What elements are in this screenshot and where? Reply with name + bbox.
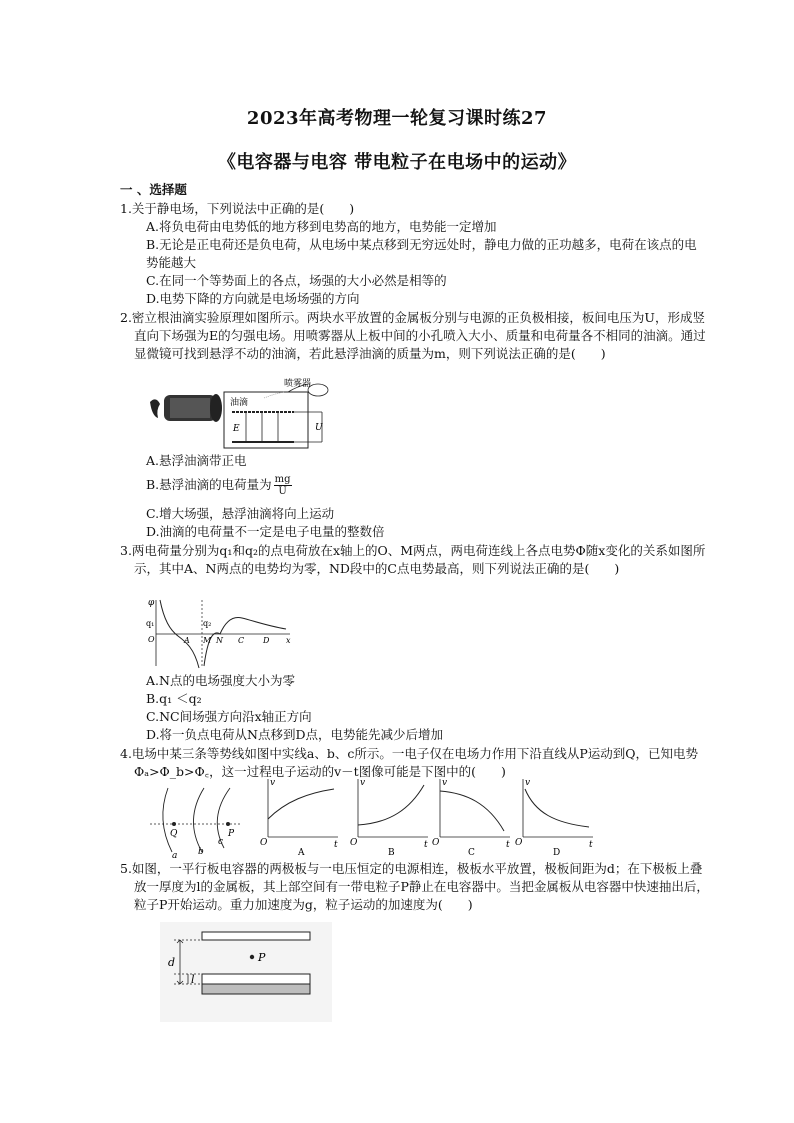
vt-a-o-label: O — [260, 838, 268, 848]
q2-label: q₂ — [203, 619, 212, 628]
question-3-stem: 3.两电荷量分别为q₁和q₂的点电荷放在x轴上的O、M两点，两电荷连线上各点电势Φ随x变化的关系如图所示，其中A、N两点的电势均为零，ND段中的C点电势最高，则下列说法正确的是( ) — [120, 543, 706, 576]
question-3-option-d: D.将一负点电荷从N点移到D点，电势能先减少后增加 — [146, 727, 444, 742]
point-d-label: D — [263, 636, 270, 645]
point-n-label: N — [216, 636, 223, 645]
vt-d-v-label: v — [525, 778, 531, 788]
vt-curve-a — [268, 789, 334, 819]
vt-c-caption: C — [468, 848, 475, 858]
line-b-label: b — [198, 847, 204, 857]
question-2-option-d: D.油滴的电荷量不一定是电子电量的整数倍 — [146, 524, 385, 539]
voltage-label: U — [315, 423, 323, 433]
line-a-label: a — [172, 851, 178, 861]
phi-axis-label: φ — [148, 598, 155, 608]
fraction-numerator: mg — [274, 474, 291, 485]
vt-b-t-label: t — [424, 840, 428, 850]
vt-c-v-label: v — [442, 778, 448, 788]
point-q-label: Q — [170, 829, 178, 839]
vt-graph-c — [432, 775, 514, 857]
particle-p — [250, 955, 254, 959]
point-p-label: P — [228, 829, 235, 839]
question-3-option-a: A.N点的电场强度大小为零 — [146, 673, 295, 688]
fraction-denominator: U — [278, 486, 287, 497]
origin-label: O — [148, 635, 155, 644]
field-label: E — [233, 424, 240, 434]
question-5-stem: 5.如图，一平行板电容器的两极板与一电压恒定的电源相连，极板水平放置，极板间距为d；在下极板上叠放一厚度为l的金属板，其上部空间有一带电粒子P静止在电容器中。当把金属板从电容器中快速抽出后，粒子P开始运动。重力加速度为g，粒子运动的加速度为( ) — [120, 861, 709, 912]
question-2-option-a: A.悬浮油滴带正电 — [146, 453, 247, 468]
point-a-label: A — [184, 636, 190, 645]
question-1-option-a: A.将负电荷由电势低的地方移到电势高的地方，电势能一定增加 — [146, 219, 497, 234]
page-subtitle: 《电容器与电容 带电粒子在电场中的运动》 — [217, 152, 577, 173]
millikan-apparatus-figure — [146, 378, 336, 450]
question-1-option-b: B.无论是正电荷还是负电荷，从电场中某点移到无穷远处时，静电力做的正功越多，电荷在该点的电势能越大 — [146, 237, 697, 270]
vt-graph-d — [515, 775, 597, 857]
point-m-label: M — [203, 636, 212, 645]
equipotential-figure — [146, 780, 246, 860]
q1-label: q₁ — [146, 619, 155, 628]
capacitor-figure — [160, 922, 340, 1022]
vt-c-o-label: O — [432, 838, 440, 848]
question-1-option-d: D.电势下降的方向就是电场场强的方向 — [146, 291, 360, 306]
microscope-icon — [150, 394, 222, 422]
upper-plate — [202, 932, 310, 940]
potential-graph-figure — [146, 596, 296, 668]
vt-curve-d — [525, 789, 589, 827]
vt-d-t-label: t — [589, 840, 593, 850]
vt-d-caption: D — [553, 848, 561, 858]
page-title: 2023年高考物理一轮复习课时练27 — [246, 108, 548, 129]
vt-curve-b — [358, 785, 424, 825]
l-label: l — [191, 973, 195, 986]
x-axis-label: x — [286, 636, 291, 645]
vt-b-v-label: v — [360, 778, 366, 788]
sprayer-label: 喷雾器 — [284, 379, 312, 389]
vt-graph-b — [350, 775, 432, 857]
question-2-stem: 2.密立根油滴实验原理如图所示。两块水平放置的金属板分别与电源的正负极相接，板间电压为U，形成竖直向下场强为E的匀强电场。用喷雾器从上板中间的小孔喷入大小、质量和电荷量各不相同的油滴。通过显微镜可找到悬浮不动的油滴，若此悬浮油滴的质量为m，则下列说法正确的是( ) — [120, 310, 706, 361]
point-c-label: C — [238, 636, 245, 645]
question-1-option-c: C.在同一个等势面上的各点，场强的大小必然是相等的 — [146, 273, 447, 288]
p-label: P — [258, 951, 266, 964]
d-label: d — [168, 956, 176, 969]
vt-c-t-label: t — [506, 840, 510, 850]
question-1-stem: 1.关于静电场，下列说法中正确的是( ) — [120, 201, 355, 216]
line-c-label: c — [218, 837, 224, 847]
metal-slab — [202, 974, 310, 984]
question-2-option-b — [146, 472, 700, 498]
vt-b-o-label: O — [350, 838, 358, 848]
question-3-option-b: B.q₁ ＜q₂ — [146, 691, 202, 706]
vt-graph-a — [260, 775, 342, 857]
question-2-option-c: C.增大场强，悬浮油滴将向上运动 — [146, 506, 335, 521]
equipotential-a — [163, 788, 172, 852]
vt-a-v-label: v — [270, 778, 276, 788]
question-2-option-b-text: B.悬浮油滴的电荷量为 — [146, 477, 272, 492]
vt-a-t-label: t — [334, 840, 338, 850]
question-4-stem: 4.电场中某三条等势线如图中实线a、b、c所示。一电子仅在电场力作用下沿直线从P运动到Q，已知电势Φₐ>Φ_b>Φ꜀，这一过程电子运动的v－t图像可能是下图中的( ) — [120, 746, 699, 779]
oil-drop-label: 油滴 — [230, 398, 249, 408]
question-3-option-c: C.NC间场强方向沿x轴正方向 — [146, 709, 312, 724]
vt-a-caption: A — [298, 848, 305, 858]
section-heading: 一 、选择题 — [120, 182, 187, 197]
lower-plate — [202, 984, 310, 994]
vt-d-o-label: O — [515, 838, 523, 848]
equipotential-b — [193, 788, 204, 852]
vt-b-caption: B — [388, 848, 395, 858]
charge-fraction — [274, 474, 292, 497]
vt-curve-c — [440, 791, 504, 831]
